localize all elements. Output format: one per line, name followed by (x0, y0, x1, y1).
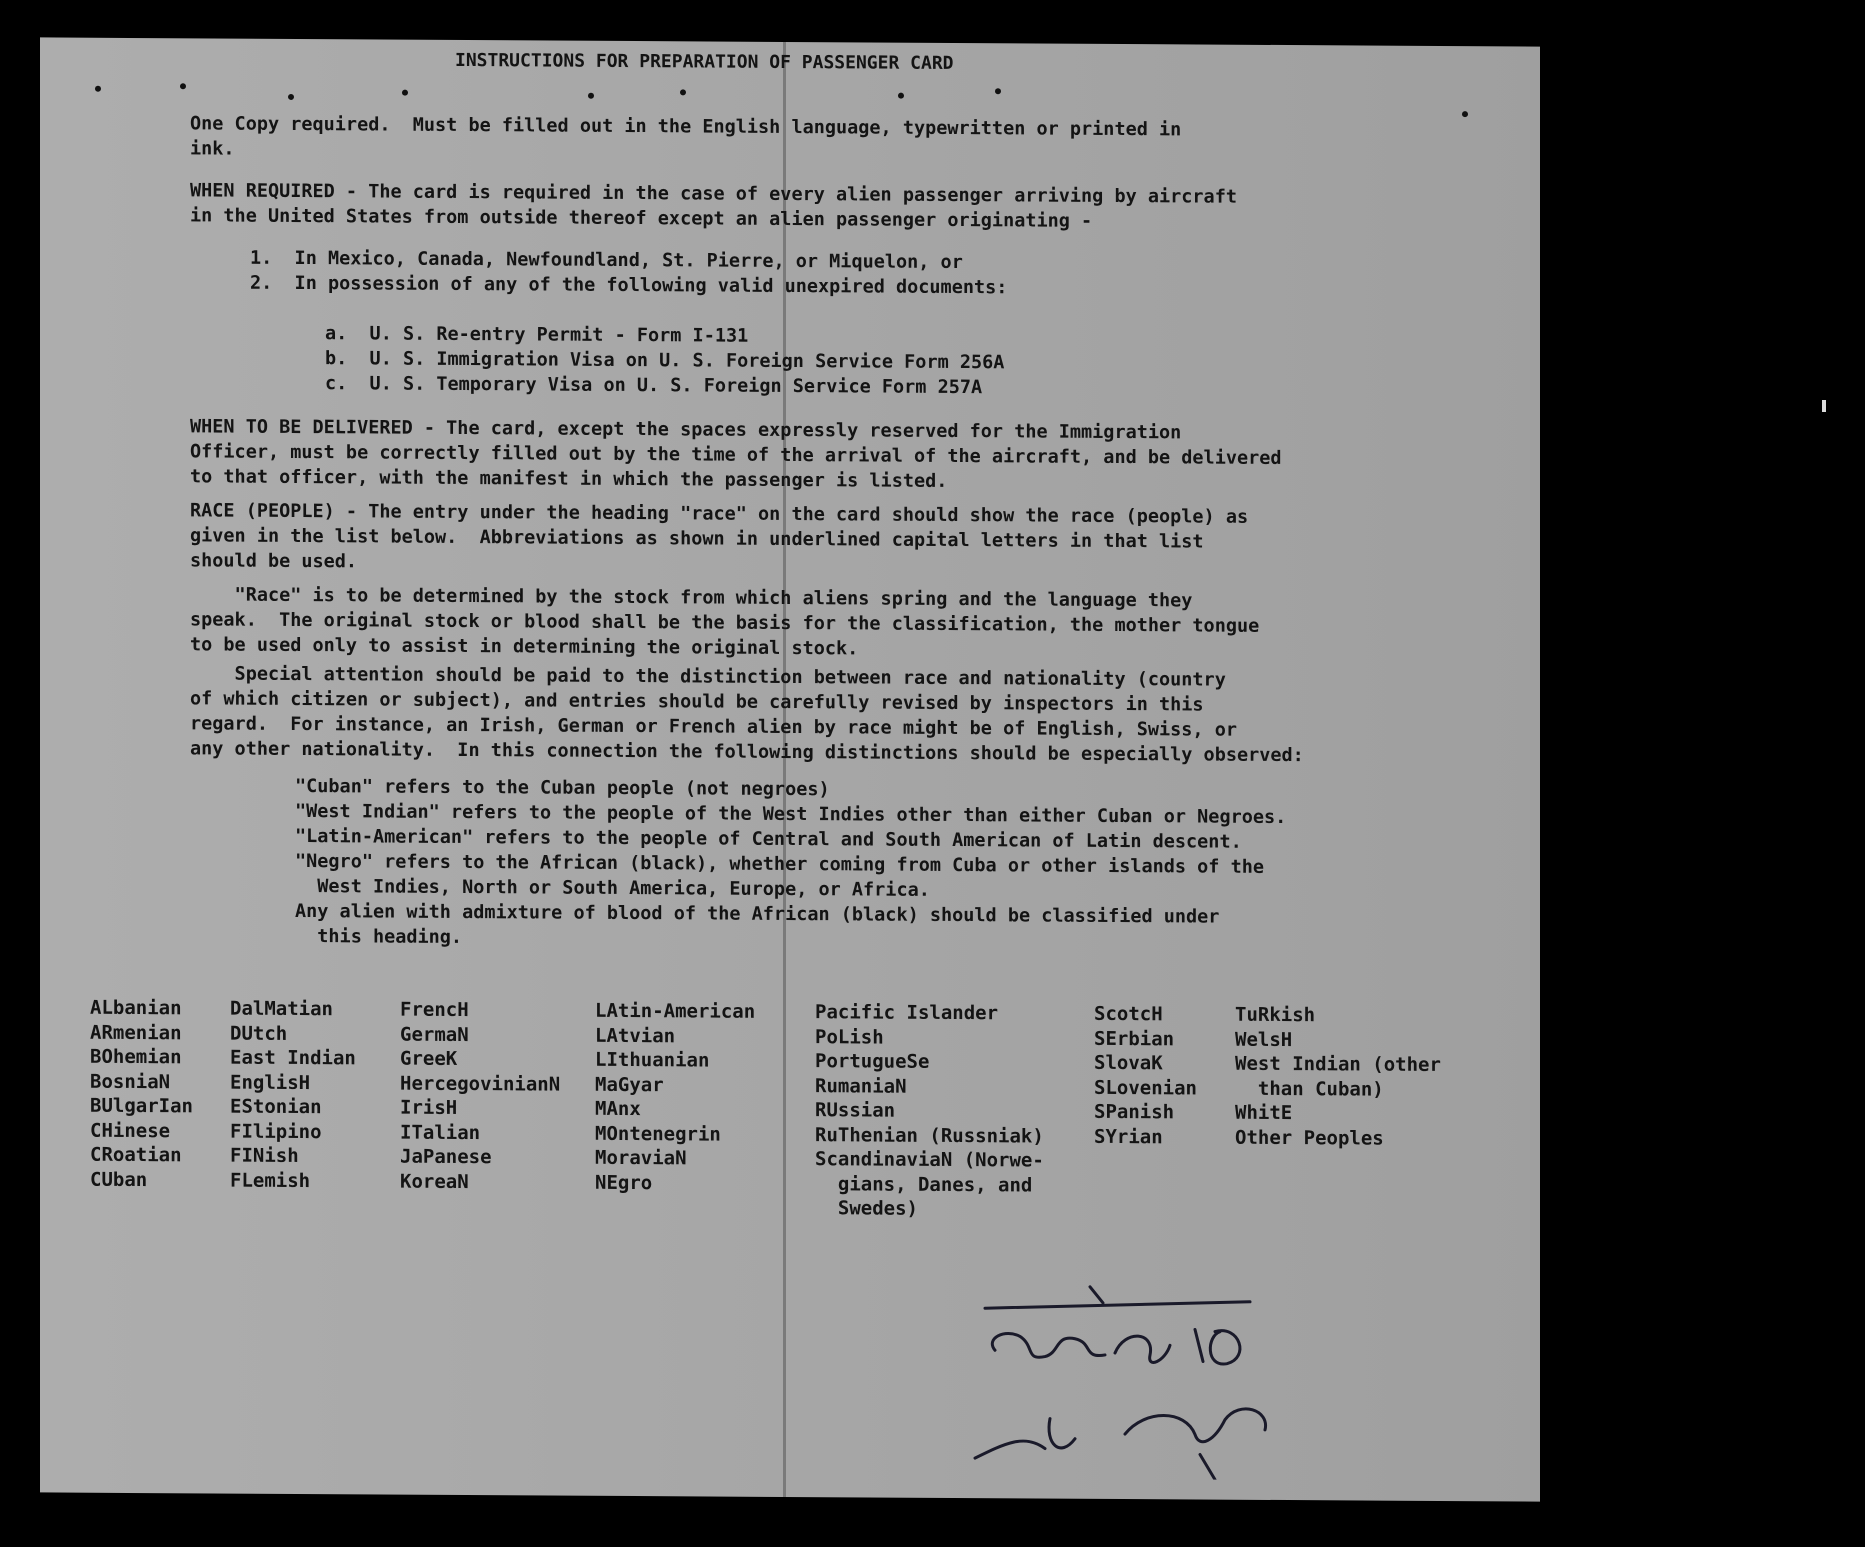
race-list-column-5 (815, 1000, 1044, 1222)
race-list-item: WelsH (1235, 1028, 1293, 1051)
one-copy-paragraph: One Copy required. Must be filled out in the English language, typewritten or printed in ink. (190, 113, 1182, 160)
race-list-item: MAnx (595, 1097, 641, 1121)
special-attention-paragraph: Special attention should be paid to the distinction between race and nationality (country of which citizen or subject), and entries should be carefully revised by inspectors in this regard. For instance, an Irish, German or French alien by race might be of English, Swiss, or any other nationality. In this connection the following distinctions should be especially observed: (190, 663, 1304, 767)
ink-speck (1462, 111, 1468, 117)
race-list-item: BosniaN (90, 1070, 171, 1093)
race-list-item: EnglisH (230, 1071, 311, 1094)
scanner-edge-mark (1822, 400, 1826, 412)
race-list-item: NEgro (595, 1171, 653, 1194)
ink-speck (898, 93, 904, 99)
race-list-item: PortugueSe (815, 1050, 930, 1073)
race-list-item: LAtvian (595, 1024, 676, 1047)
race-list-item: ARmenian (90, 1021, 182, 1044)
race-list-item: PoLish (815, 1025, 884, 1049)
race-list-item: FrencH (400, 998, 469, 1022)
race-list-item: Other Peoples (1235, 1126, 1384, 1150)
ink-speck (95, 86, 101, 92)
race-list-item: GermaN (400, 1023, 469, 1046)
race-list-item: MaGyar (595, 1073, 664, 1096)
race-list-item: East Indian (230, 1046, 356, 1070)
race-list-item: JaPanese (400, 1145, 492, 1169)
origin-exceptions-list: 1. In Mexico, Canada, Newfoundland, St. Pierre, or Miquelon, or 2. In possession of any of the following valid unexpired documents: (250, 247, 1008, 299)
ink-speck (288, 94, 294, 100)
race-distinctions-list: "Cuban" refers to the Cuban people (not negroes) "West Indian" refers to the people of the West Indies other than either Cuban or Negroes. "Latin-American" refers to the people of Central and South American of Latin descent. "Negro" refers to the African (black), whether coming from Cuba or other islands of the West Indies, North or South America, Europe, or Africa. Any alien with admixture of blood of the African (black) should be classified under this heading. (295, 775, 1287, 948)
race-list-item: SYrian (1094, 1125, 1163, 1148)
passenger-card-instructions-page (40, 37, 1540, 1501)
race-list-item: SlovaK (1094, 1051, 1163, 1075)
race-list-item: DalMatian (230, 997, 333, 1021)
race-list-item: CUban (90, 1168, 148, 1191)
race-list-column-4 (595, 999, 755, 1196)
race-list-column-2 (230, 997, 356, 1194)
ink-speck (588, 93, 594, 99)
ink-speck (995, 88, 1001, 94)
race-list-item: SErbian (1094, 1027, 1175, 1050)
race-list-item: BUlgarIan (90, 1094, 193, 1118)
race-list-item: MOntenegrin (595, 1122, 721, 1146)
race-list-item: West Indian (other (1235, 1052, 1441, 1076)
race-list-item: CHinese (90, 1119, 171, 1142)
race-list-item: SPanish (1094, 1100, 1175, 1124)
when-required-paragraph: WHEN REQUIRED - The card is required in the case of every alien passenger arriving by aircraft in the United States from outside thereof except an alien passenger originating - (190, 180, 1237, 232)
ink-speck (180, 83, 186, 89)
ink-speck (402, 90, 408, 96)
race-people-paragraph: RACE (PEOPLE) - The entry under the heading "race" on the card should show the race (people) as given in the list below. Abbreviations as shown in underlined capital letters in that list should be used. (190, 500, 1249, 573)
race-list-item: MoraviaN (595, 1146, 687, 1170)
race-list-item: TuRkish (1235, 1003, 1316, 1027)
ink-speck (680, 89, 686, 95)
race-list-item: WhitE (1235, 1101, 1293, 1125)
race-list-item: Swedes) (815, 1197, 918, 1220)
document-title: INSTRUCTIONS FOR PREPARATION OF PASSENGER CARD (455, 49, 954, 74)
race-list-column-7 (1235, 1003, 1441, 1151)
race-list-item: FIlipino (230, 1120, 322, 1143)
race-list-item: ITalian (400, 1121, 481, 1144)
race-list-item: RumaniaN (815, 1074, 907, 1098)
race-list-item: EStonian (230, 1095, 322, 1119)
race-list-column-6 (1094, 1002, 1197, 1150)
handwritten-date-and-signature (965, 1268, 1295, 1480)
race-list-item: RUssian (815, 1099, 896, 1122)
race-list-column-1 (90, 996, 193, 1193)
race-list-item: ScandinaviaN (Norwe- (815, 1148, 1044, 1172)
race-list-item: SLovenian (1094, 1076, 1197, 1099)
race-list-item: GreeK (400, 1047, 458, 1070)
race-list-item: FINish (230, 1144, 299, 1167)
race-list-item: HercegovinianN (400, 1072, 561, 1096)
race-list-item: FLemish (230, 1169, 311, 1192)
valid-documents-list: a. U. S. Re-entry Permit - Form I-131 b. U. S. Immigration Visa on U. S. Foreign Service Form 256A c. U. S. Temporary Visa on U. S. Foreign Service Form 257A (325, 323, 1005, 399)
race-list-column-3 (400, 998, 560, 1195)
race-list-item: RuThenian (Russniak) (815, 1123, 1044, 1148)
when-delivered-paragraph: WHEN TO BE DELIVERED - The card, except the spaces expressly reserved for the Immigration Officer, must be correctly filled out by the time of the arrival of the aircraft, and be delivered to that officer, with the manifest in which the passenger is listed. (190, 416, 1282, 492)
race-list-item: ScotcH (1094, 1002, 1163, 1026)
race-list-item: KoreaN (400, 1170, 469, 1193)
race-list-item: DUtch (230, 1022, 288, 1045)
race-list-item: than Cuban) (1235, 1077, 1384, 1101)
race-list-item: ALbanian (90, 996, 182, 1020)
race-list-item: gians, Danes, and (815, 1172, 1033, 1196)
race-list-item: IrisH (400, 1096, 458, 1119)
race-list-item: BOhemian (90, 1045, 182, 1069)
race-list-item: Pacific Islander (815, 1001, 999, 1025)
race-list-item: LAtin-American (595, 999, 756, 1023)
race-list-item: CRoatian (90, 1143, 182, 1167)
race-definition-paragraph: "Race" is to be determined by the stock from which aliens spring and the language they speak. The original stock or blood shall be the basis for the classification, the mother tongue to be used only to assist in determining the original stock. (190, 584, 1260, 660)
race-list-item: LIthuanian (595, 1048, 710, 1072)
